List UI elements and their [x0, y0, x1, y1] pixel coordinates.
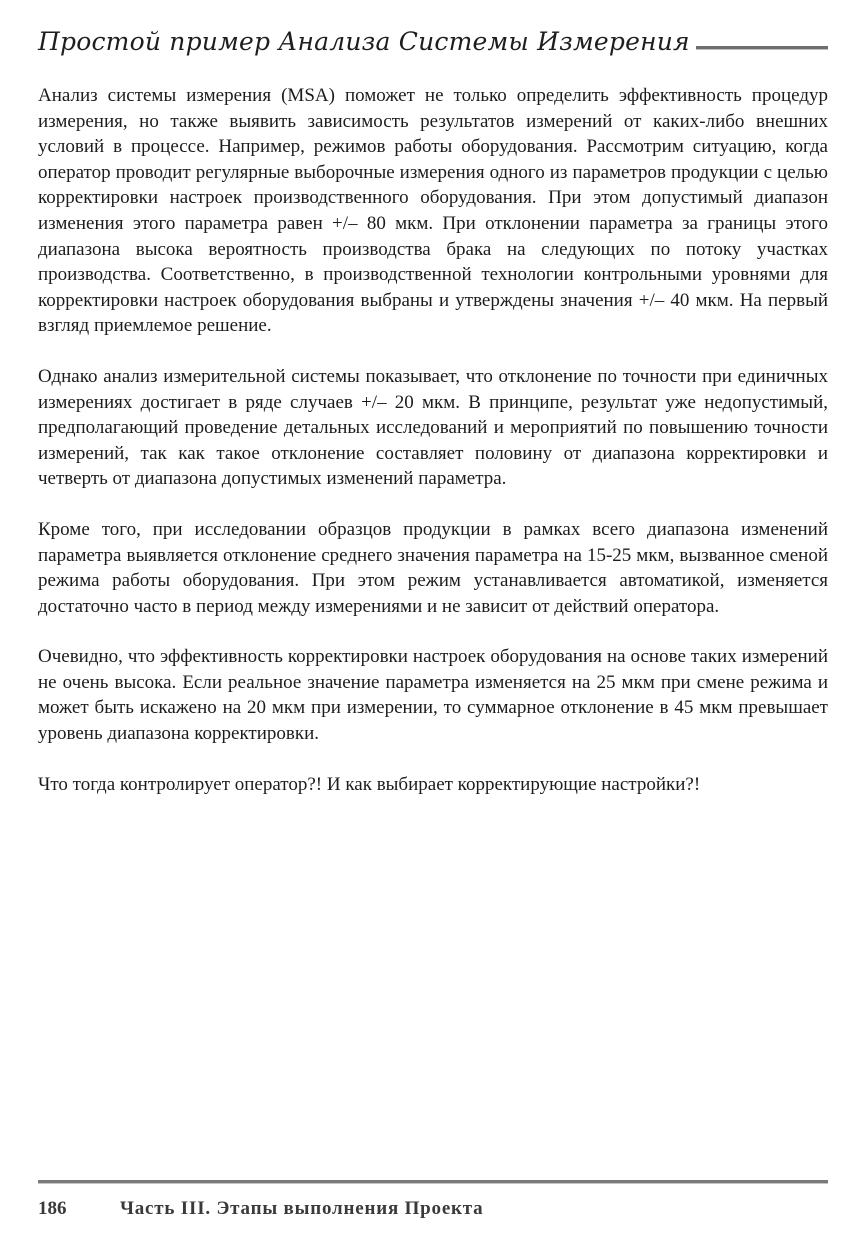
page-title: Простой пример Анализа Системы Измерения	[38, 27, 690, 56]
paragraph-1: Анализ системы измерения (MSA) поможет не только определить эффективность процедур измерения, но также выявить зависимость результатов измерений от каких-либо внешних условий в процессе. Например, режимов работы оборудования. Рассмотрим ситуацию, когда оператор проводит регулярные выборочные измерения одного из параметров продукции с целью корректировки настроек производственного оборудования. При этом допустимый диапазон изменения этого параметра равен +/– 80 мкм. При отклонении параметра за границы этого диапазона высока вероятность производства брака на следующих по потоку участках производства. Соответственно, в производственной технологии контрольными уровнями для корректировки настроек оборудования выбраны и утверждены значения +/– 40 мкм. На первый взгляд приемлемое решение.	[38, 85, 828, 337]
page-header	[38, 14, 828, 58]
body-text	[38, 83, 828, 822]
paragraph-5: Что тогда контролирует оператор?! И как выбирает корректирующие настройки?!	[38, 773, 701, 795]
running-section-title: Часть III. Этапы выполнения Проекта	[120, 1198, 484, 1219]
header-rule	[696, 46, 828, 50]
paragraph-3: Кроме того, при исследовании образцов продукции в рамках всего диапазона изменений параметра выявляется отклонение среднего значения параметра на 15-25 мкм, вызванное сменой режима работы оборудования. При этом режим устанавливается автоматикой, изменяется достаточно часто в период между измерениями и не зависит от действий оператора.	[38, 518, 828, 617]
paragraph-4: Очевидно, что эффективность корректировки настроек оборудования на основе таких измерений не очень высока. Если реальное значение параметра изменяется на 25 мкм при смене режима и может быть искажено на 20 мкм при измерении, то суммарное отклонение в 45 мкм превышает уровень диапазона корректировки.	[38, 646, 828, 745]
page-number: 186	[38, 1198, 67, 1219]
footer-rule	[38, 1180, 828, 1184]
page-footer	[38, 1196, 828, 1222]
paragraph-2: Однако анализ измерительной системы показывает, что отклонение по точности при единичных измерениях достигает в ряде случаев +/– 20 мкм. В принципе, результат уже недопустимый, предполагающий проведение детальных исследований и мероприятий по повышению точности измерений, так как такое отклонение составляет половину от диапазона корректировки и четверть от диапазона допустимых изменений параметра.	[38, 365, 828, 490]
